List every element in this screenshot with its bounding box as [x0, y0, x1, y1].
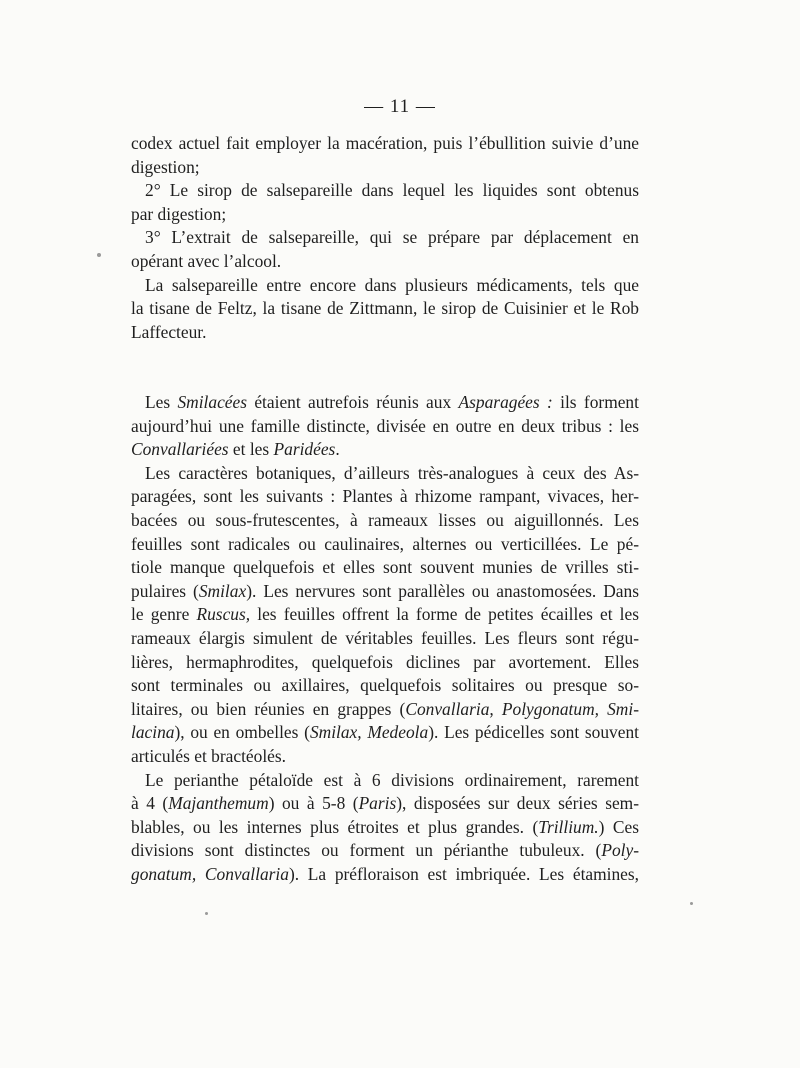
- text-line: codex actuel fait employer la macération, puis l’ébullition suivie d’une: [131, 133, 639, 153]
- text-line: par digestion;: [131, 203, 227, 224]
- text-line: tiole manque quelquefois et elles sont souvent munies de vrilles sti-: [131, 557, 639, 578]
- text-line: aujourd’hui une famille distincte, divisée en outre en deux tribus : les: [131, 415, 639, 436]
- text-line: Les Smilacées étaient autrefois réunis aux Asparagées : ils forment: [145, 392, 639, 412]
- text-line: lières, hermaphrodites, quelquefois diclines par avortement. Elles: [131, 651, 639, 672]
- text-line: 2° Le sirop de salsepareille dans lequel les liquides sont obtenus: [145, 180, 639, 201]
- text-line: feuilles sont radicales ou caulinaires, alternes ou verticillées. Le pé-: [131, 533, 639, 554]
- text-line: Le perianthe pétaloïde est à 6 divisions ordinairement, rarement: [145, 769, 639, 790]
- paper-speck: [97, 253, 101, 257]
- paper-speck: [205, 912, 208, 915]
- text-line: sont terminales ou axillaires, quelquefois solitaires ou presque so-: [131, 675, 639, 696]
- text-line: litaires, ou bien réunies en grappes (Convallaria, Polygonatum, Smi-: [131, 698, 639, 719]
- text-line: blables, ou les internes plus étroites et plus grandes. (Trillium.) Ces: [131, 816, 639, 837]
- text-line: rameaux élargis simulent de véritables feuilles. Les fleurs sont régu-: [131, 627, 639, 648]
- page-number: — 11 —: [364, 96, 436, 117]
- text-line: articulés et bractéolés.: [131, 745, 286, 766]
- text-line: 3° L’extrait de salsepareille, qui se prépare par déplacement en: [145, 227, 639, 248]
- text-line: Les caractères botaniques, d’ailleurs très-analogues à ceux des As-: [145, 462, 639, 483]
- text-line: divisions sont distinctes ou forment un périanthe tubuleux. (Poly-: [131, 840, 639, 861]
- text-line: bacées ou sous-frutescentes, à rameaux lisses ou aiguillonnés. Les: [131, 509, 639, 530]
- text-line: gonatum, Convallaria). La préfloraison est imbriquée. Les étamines,: [131, 863, 640, 884]
- text-line: pulaires (Smilax). Les nervures sont parallèles ou anastomosées. Dans: [131, 580, 639, 601]
- text-line: la tisane de Feltz, la tisane de Zittmann, le sirop de Cuisinier et le Rob: [131, 298, 639, 319]
- text-line: digestion;: [131, 156, 200, 177]
- text-line: opérant avec l’alcool.: [131, 250, 282, 271]
- paper-speck: [690, 902, 693, 905]
- text-line: lacina), ou en ombelles (Smilax, Medeola). Les pédicelles sont souvent: [131, 722, 640, 743]
- text-line: Laffecteur.: [131, 321, 207, 342]
- paragraph-preparations: [131, 132, 639, 344]
- text-line: La salsepareille entre encore dans plusieurs médicaments, tels que: [145, 274, 639, 295]
- text-line: paragées, sont les suivants : Plantes à rhizome rampant, vivaces, her-: [131, 486, 639, 507]
- paragraph-smilacees: [131, 391, 639, 886]
- text-line: Convallariées et les Paridées.: [131, 439, 340, 460]
- text-line: le genre Ruscus, les feuilles offrent la forme de petites écailles et les: [131, 604, 640, 625]
- text-line: à 4 (Majanthemum) ou à 5-8 (Paris), disposées sur deux séries sem-: [131, 793, 640, 814]
